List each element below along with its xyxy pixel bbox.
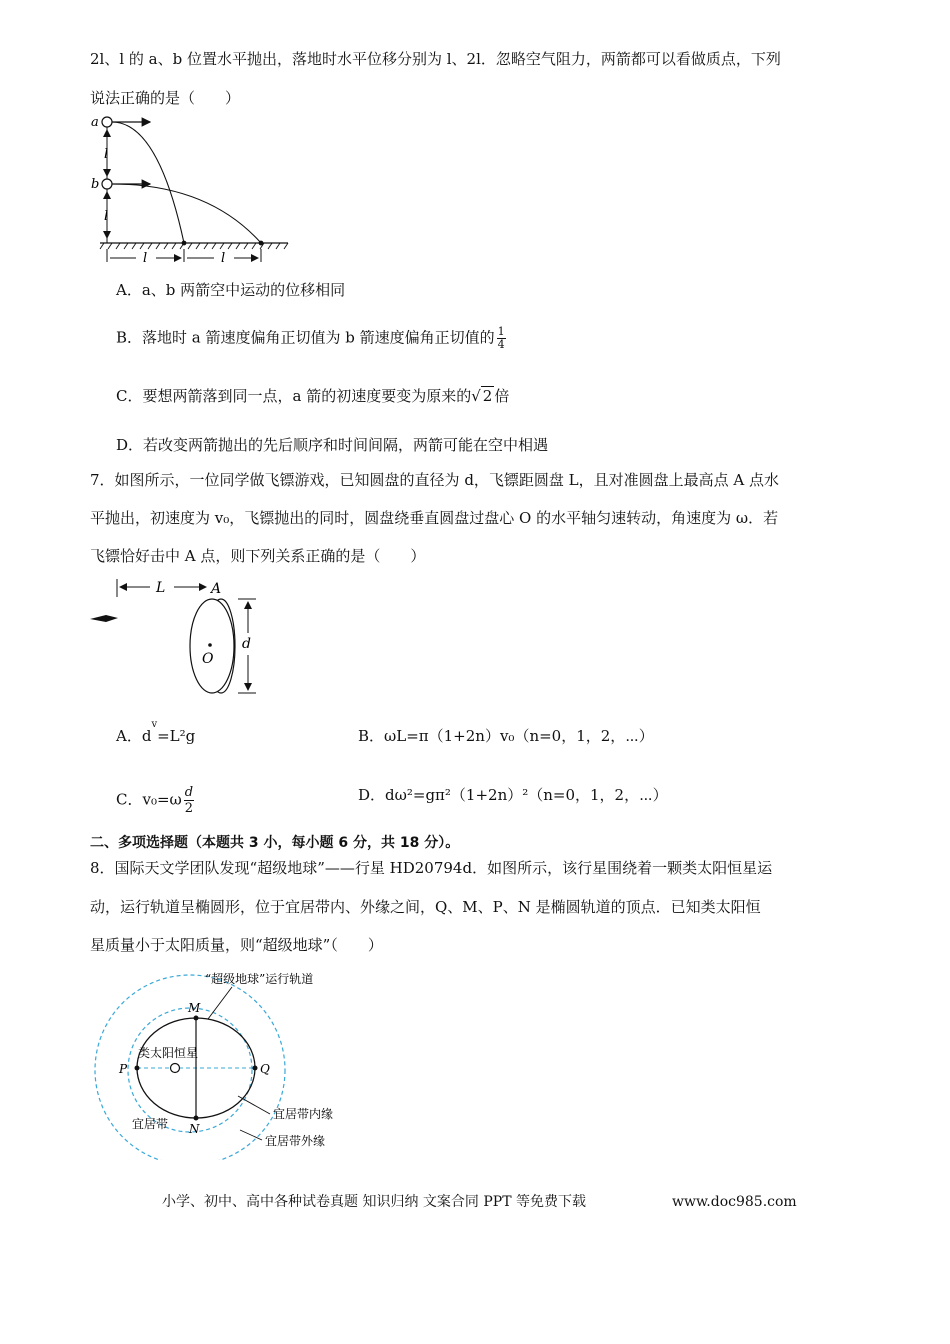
label-inner-edge: 宜居带内缘: [273, 1107, 334, 1121]
ball-b: [102, 179, 112, 189]
label-O: O: [202, 651, 214, 667]
label-a: a: [91, 115, 99, 130]
q6-option-d: D．若改变两箭抛出的先后顺序和时间间隔，两箭可能在空中相遇: [116, 436, 549, 454]
q8-line3: 星质量小于太阳质量，则“超级地球”（ ）: [90, 936, 383, 954]
q8-orbit-figure: [90, 965, 380, 1160]
q6-option-c-suffix: 倍: [494, 387, 510, 405]
q7-option-a: [116, 719, 196, 746]
q7-option-a-suffix: =L²g: [157, 727, 196, 745]
label-A: A: [211, 581, 222, 597]
q7-line3: 飞镖恰好击中 A 点，则下列关系正确的是（ ）: [90, 547, 426, 565]
label-b: b: [91, 177, 100, 192]
label-l-left: l: [143, 251, 148, 266]
q7-option-d: D．dω²=gπ²（1+2n）²（n=0，1，2，⋯）: [358, 786, 668, 804]
q6-option-c: [116, 386, 509, 406]
section2-title: 二、多项选择题（本题共 3 小，每小题 6 分，共 18 分）。: [90, 835, 460, 851]
q6-intro-line1: 2l、l 的 a、b 位置水平抛出，落地时水平位移分别为 l、2l．忽略空气阻力，两箭都可以看做质点，下列: [90, 50, 781, 68]
footer-url[interactable]: www.doc985.com: [672, 1194, 797, 1210]
label-habitable-zone: 宜居带: [132, 1117, 169, 1131]
label-l-right: l: [221, 251, 226, 266]
label-Q: Q: [260, 1062, 270, 1076]
q7-option-c: [116, 785, 194, 816]
dart-icon: [90, 615, 118, 622]
label-orbit: “超级地球”运行轨道: [205, 972, 314, 986]
q7-line1: 7．如图所示，一位同学做飞镖游戏，已知圆盘的直径为 d，飞镖距圆盘 L，且对准圆盘上最高点 A 点水: [90, 471, 780, 489]
q6-option-b-text: B．落地时 a 箭速度偏角正切值为 b 箭速度偏角正切值的: [116, 328, 495, 347]
label-d: d: [242, 636, 251, 652]
fraction-d-over-2: $\frac{d}{2}$: [184, 785, 194, 816]
sqrt-two: √ 2: [471, 387, 493, 405]
q7-option-b: B．ωL=π（1+2n）v₀（n=0，1，2，⋯）: [358, 727, 654, 745]
label-L: L: [156, 580, 166, 596]
q6-option-a: A．a、b 两箭空中运动的位移相同: [116, 281, 346, 299]
q7-option-a-sup: v: [151, 719, 158, 730]
q7-line2: 平抛出，初速度为 v₀，飞镖抛出的同时，圆盘绕垂直圆盘过盘心 O 的水平轴匀速转动，角速度为 ω．若: [90, 509, 779, 527]
q8-line1: 8．国际天文学团队发现“超级地球”——行星 HD20794d．如图所示，该行星围绕着一颗类太阳恒星运: [90, 859, 773, 877]
q6-intro-line2: 说法正确的是（ ）: [90, 89, 241, 107]
q7-option-a-text: A．d: [116, 727, 152, 745]
q6-option-b: [116, 326, 506, 351]
label-P: P: [119, 1062, 128, 1076]
footer-text: 小学、初中、高中各种试卷真题 知识归纳 文案合同 PPT 等免费下载: [162, 1194, 586, 1210]
label-M: M: [188, 1001, 201, 1015]
ball-a: [102, 117, 112, 127]
label-l-lower: l: [104, 209, 109, 224]
label-outer-edge: 宜居带外缘: [265, 1134, 326, 1148]
star-icon: [171, 1064, 180, 1073]
label-l-upper: l: [104, 147, 109, 162]
fraction-one-fourth: $\frac{1}{4}$: [497, 325, 505, 351]
label-star: 类太阳恒星: [138, 1046, 199, 1060]
q6-projectile-figure: [88, 108, 294, 270]
q8-line2: 动，运行轨道呈椭圆形，位于宜居带内、外缘之间，Q、M、P、N 是椭圆轨道的顶点．已知类太阳恒: [90, 898, 761, 916]
q7-option-c-text: C．v₀=ω: [116, 790, 182, 809]
q6-option-c-text: C．要想两箭落到同一点，a 箭的初速度要变为原来的: [116, 387, 472, 405]
label-N: N: [189, 1122, 200, 1136]
q7-dart-figure: [88, 575, 268, 700]
